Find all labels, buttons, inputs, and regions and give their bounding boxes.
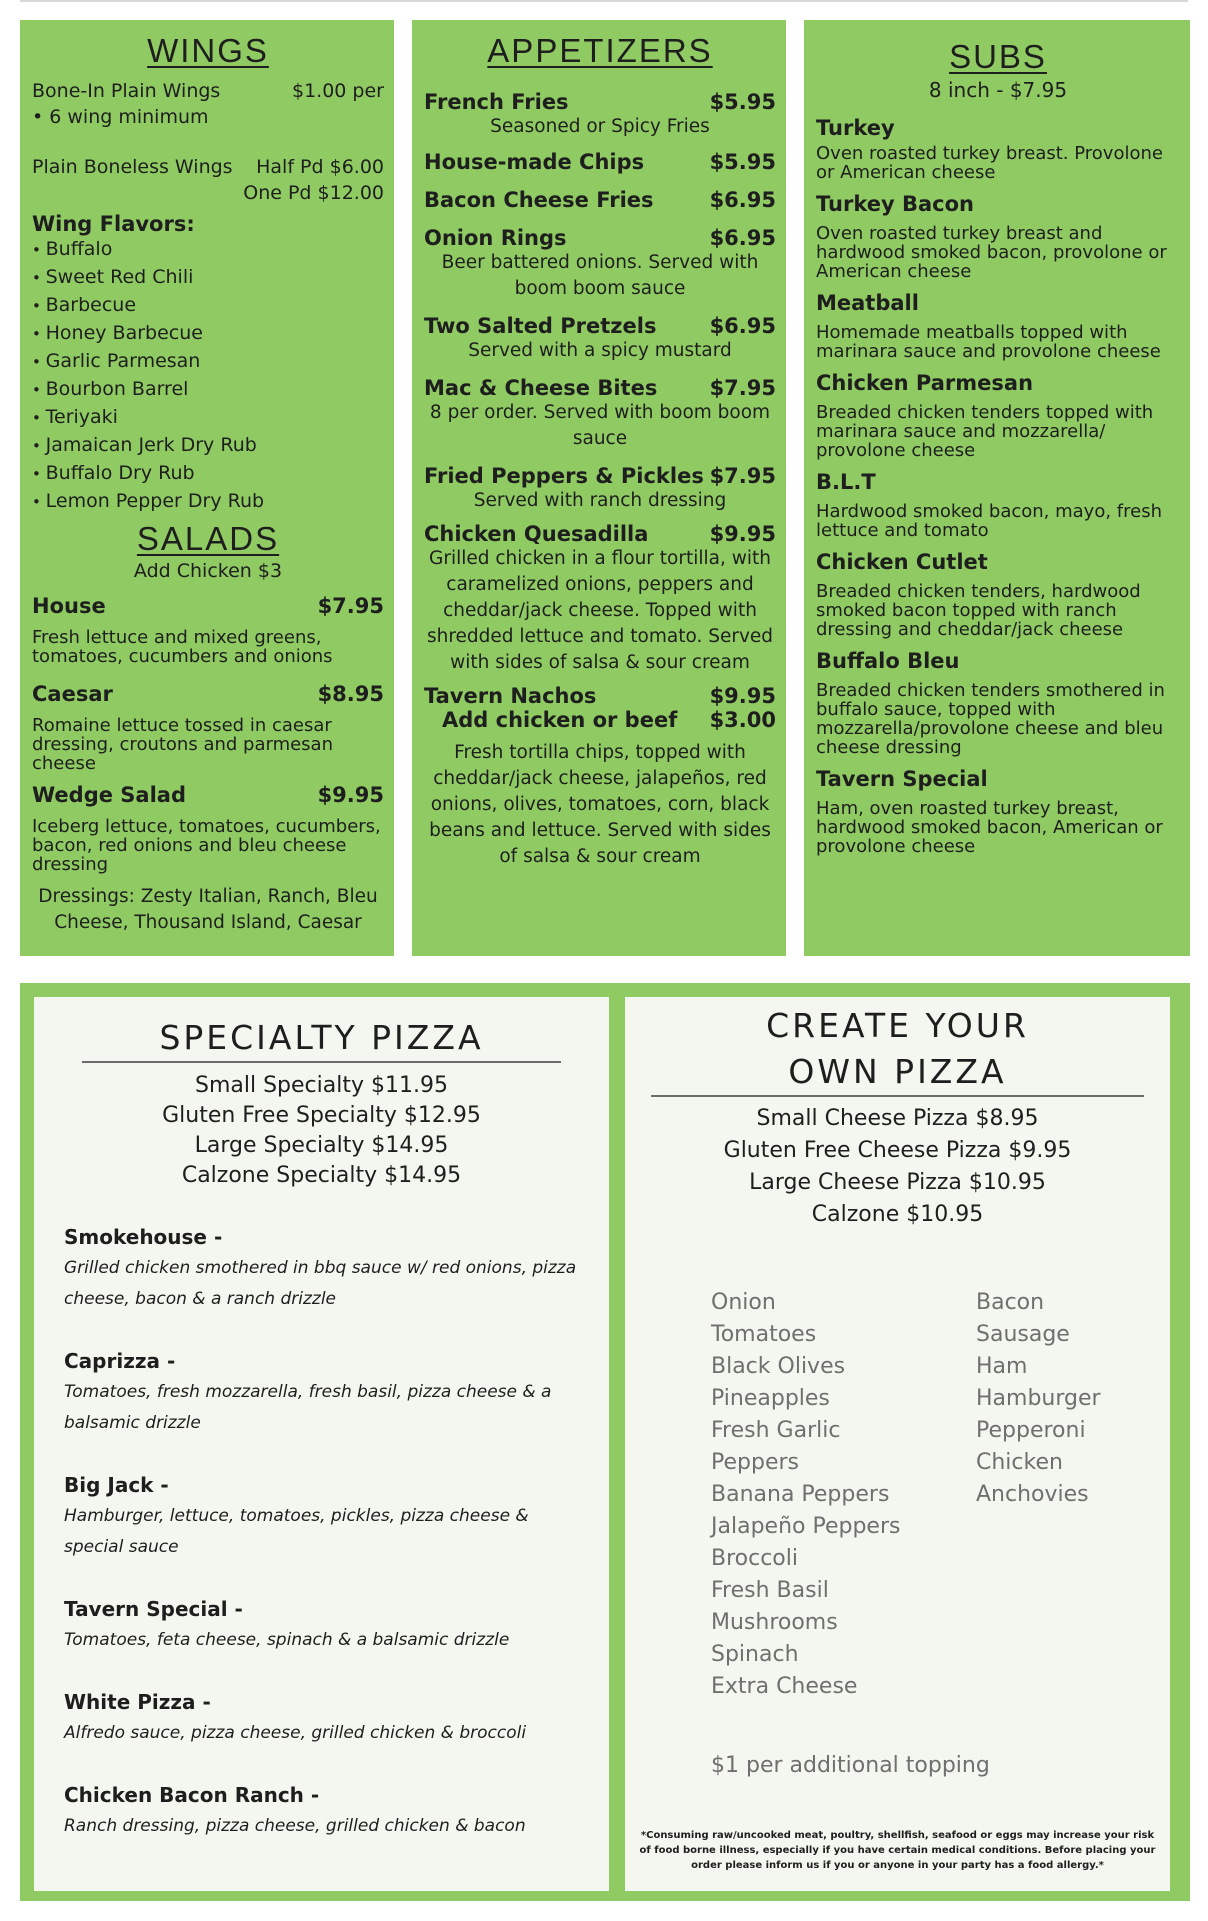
sub-desc: Oven roasted turkey breast. Provolone or American cheese: [816, 143, 1163, 183]
flavor-item: • Garlic Parmesan: [32, 348, 384, 376]
bone-in-name: Bone-In Plain Wings: [32, 80, 221, 102]
bone-in-note-text: 6 wing minimum: [49, 106, 209, 128]
topping-item: Black Olives: [711, 1354, 846, 1379]
appetizer-price: $6.95: [709, 226, 776, 250]
sub-desc: Ham, oven roasted turkey breast, hardwood smoked bacon, American or provolone cheese: [816, 798, 1163, 857]
specialty-title: SPECIALTY PIZZA: [159, 1018, 484, 1057]
pizza-section: [20, 983, 1190, 1901]
create-pizza-panel: [625, 997, 1170, 1891]
appetizer-desc: Seasoned or Spicy Fries: [490, 116, 710, 137]
topping-item: Extra Cheese: [711, 1674, 858, 1699]
specialty-price-1: Gluten Free Specialty $12.95: [162, 1103, 481, 1128]
specialty-pizza-desc: Alfredo sauce, pizza cheese, grilled chicken & broccoli: [64, 1723, 527, 1743]
appetizer-desc: Beer battered onions. Served with boom boom sauce: [441, 252, 759, 299]
topping-item: Fresh Basil: [711, 1578, 829, 1603]
appetizer-price: $6.95: [709, 314, 776, 338]
sub-name: Turkey Bacon: [816, 192, 974, 216]
create-price-3: Calzone $10.95: [811, 1202, 984, 1227]
specialty-pizza-desc: Ranch dressing, pizza cheese, grilled chicken & bacon: [64, 1816, 526, 1836]
appetizer-name: Fried Peppers & Pickles: [424, 464, 704, 488]
topping-item: Anchovies: [976, 1482, 1089, 1507]
wings-title: WINGS: [147, 32, 269, 69]
flavor-item: • Teriyaki: [32, 404, 384, 432]
appetizer-price: $9.95: [709, 522, 776, 546]
appetizer-name: Bacon Cheese Fries: [424, 188, 654, 212]
sub-desc: Oven roasted turkey breast and hardwood smoked bacon, provolone or American cheese: [816, 223, 1167, 282]
sub-name: Tavern Special: [816, 767, 988, 791]
sub-name: Buffalo Bleu: [816, 649, 960, 673]
appetizer-price: $5.95: [709, 90, 776, 114]
salads-subtitle: Add Chicken $3: [133, 560, 283, 582]
flavor-item: • Barbecue: [32, 292, 384, 320]
flavor-item: • Jamaican Jerk Dry Rub: [32, 432, 384, 460]
specialty-pizza-name: White Pizza -: [64, 1690, 211, 1714]
specialty-pizza-name: Chicken Bacon Ranch -: [64, 1783, 320, 1807]
subs-subtitle: 8 inch - $7.95: [928, 78, 1068, 102]
appetizer-name: House-made Chips: [424, 150, 645, 174]
topping-item: Fresh Garlic: [711, 1418, 841, 1443]
specialty-pizza-desc: Tomatoes, fresh mozzarella, fresh basil, pizza cheese & a balsamic drizzle: [64, 1382, 552, 1433]
appetizer-name: Two Salted Pretzels: [424, 314, 657, 338]
bone-in-price: $1.00 per: [292, 80, 384, 102]
sub-name: Chicken Cutlet: [816, 550, 988, 574]
sub-desc: Hardwood smoked bacon, mayo, fresh lettuce and tomato: [816, 501, 1162, 541]
appetizer-price: $7.95: [709, 376, 776, 400]
sub-name: B.L.T: [816, 470, 876, 494]
salad-desc: Iceberg lettuce, tomatoes, cucumbers, bacon, red onions and bleu cheese dressing: [32, 816, 381, 875]
salads-title: SALADS: [136, 520, 280, 557]
flavor-item: • Sweet Red Chili: [32, 264, 384, 292]
salad-name: Caesar: [32, 682, 113, 706]
topping-item: Peppers: [711, 1450, 799, 1475]
topping-item: Mushrooms: [711, 1610, 838, 1635]
flavor-item: • Buffalo: [32, 236, 384, 264]
topping-item: Pineapples: [711, 1386, 830, 1411]
appetizer-desc: Served with ranch dressing: [473, 490, 727, 511]
salad-desc: Fresh lettuce and mixed greens, tomatoes, cucumbers and onions: [32, 627, 333, 667]
specialty-pizza-desc: Tomatoes, feta cheese, spinach & a balsamic drizzle: [64, 1630, 510, 1650]
subs-title: SUBS: [949, 38, 1047, 75]
flavor-item: • Buffalo Dry Rub: [32, 460, 384, 488]
appetizer-name: Chicken Quesadilla: [424, 522, 649, 546]
appetizer-desc: Served with a spicy mustard: [468, 340, 732, 361]
appetizer-price: $7.95: [709, 464, 776, 488]
nachos-add-price: $3.00: [709, 708, 776, 732]
appetizer-name: Onion Rings: [424, 226, 567, 250]
toppings-grid: [711, 1287, 1144, 1703]
boneless-half: Half Pd $6.00: [256, 156, 384, 178]
appetizers-title: APPETIZERS: [487, 32, 713, 69]
specialty-pizza-desc: Hamburger, lettuce, tomatoes, pickles, pizza cheese & special sauce: [64, 1506, 529, 1557]
flavors-label: Wing Flavors:: [32, 212, 195, 236]
appetizer-price: $6.95: [709, 188, 776, 212]
topping-item: Chicken: [976, 1450, 1063, 1475]
create-title-rule: [651, 1095, 1144, 1097]
topping-item: Onion: [711, 1290, 776, 1315]
topping-item: Jalapeño Peppers: [711, 1514, 901, 1539]
topping-item: Broccoli: [711, 1546, 798, 1571]
specialty-pizza-name: Big Jack -: [64, 1473, 169, 1497]
sub-desc: Breaded chicken tenders topped with marinara sauce and mozzarella/ provolone cheese: [816, 402, 1154, 461]
sub-name: Chicken Parmesan: [816, 371, 1034, 395]
create-price-2: Large Cheese Pizza $10.95: [749, 1170, 1046, 1195]
appetizer-price: $5.95: [709, 150, 776, 174]
salad-name: House: [32, 594, 106, 618]
create-title-line2: OWN PIZZA: [788, 1052, 1007, 1091]
topping-item: Tomatoes: [711, 1322, 817, 1347]
sub-name: Turkey: [816, 116, 895, 140]
dressings-text: Dressings: Zesty Italian, Ranch, Bleu Cheese, Thousand Island, Caesar: [38, 886, 378, 933]
create-price-1: Gluten Free Cheese Pizza $9.95: [723, 1138, 1072, 1163]
topping-item: Bacon: [976, 1290, 1045, 1315]
wings-salads-column: [20, 20, 394, 956]
create-price-0: Small Cheese Pizza $8.95: [756, 1106, 1039, 1131]
appetizer-name: Mac & Cheese Bites: [424, 376, 658, 400]
salad-name: Wedge Salad: [32, 783, 186, 807]
bone-in-note: • 6 wing minimum: [32, 106, 209, 128]
meat-toppings-list: [976, 1287, 1101, 1703]
specialty-pizza-name: Tavern Special -: [64, 1597, 243, 1621]
boneless-name: Plain Boneless Wings: [32, 156, 233, 178]
food-safety-disclaimer: *Consuming raw/uncooked meat, poultry, shellfish, seafood or eggs may increase your risk of food borne illness, especially if you have certain medical conditions. Before placing your order please inform us if you or anyone in your party has a food allergy.*: [639, 1830, 1156, 1871]
topping-item: Hamburger: [976, 1386, 1101, 1411]
sub-name: Meatball: [816, 291, 919, 315]
sub-desc: Breaded chicken tenders, hardwood smoked bacon topped with ranch dressing and cheddar/jack cheese: [816, 581, 1141, 640]
topping-item: Spinach: [711, 1642, 799, 1667]
specialty-pizza-panel: [34, 997, 609, 1891]
salad-price: $7.95: [317, 594, 384, 618]
salad-price: $9.95: [317, 783, 384, 807]
appetizer-name: French Fries: [424, 90, 569, 114]
nachos-desc: Fresh tortilla chips, topped with cheddar/jack cheese, jalapeños, red onions, olives, tomatoes, corn, black beans and lettuce. Served with sides of salsa & sour cream: [429, 742, 771, 867]
flavors-list: [32, 236, 384, 516]
specialty-price-0: Small Specialty $11.95: [195, 1073, 448, 1098]
nachos-add: Add chicken or beef: [442, 708, 678, 732]
nachos-name: Tavern Nachos: [424, 684, 597, 708]
nachos-price: $9.95: [709, 684, 776, 708]
flavor-item: • Honey Barbecue: [32, 320, 384, 348]
extra-topping-note: $1 per additional topping: [711, 1753, 990, 1778]
topping-item: Sausage: [976, 1322, 1070, 1347]
specialty-price-3: Calzone Specialty $14.95: [181, 1163, 462, 1188]
flavor-item: • Lemon Pepper Dry Rub: [32, 488, 384, 516]
sub-desc: Breaded chicken tenders smothered in buffalo sauce, topped with mozzarella/provolone cheese and bleu cheese dressing: [816, 680, 1165, 758]
top-divider: [20, 0, 1188, 2]
appetizers-column: [412, 20, 786, 956]
appetizer-desc: Grilled chicken in a flour tortilla, with caramelized onions, peppers and cheddar/jack cheese. Topped with shredded lettuce and tomato. Served with sides of salsa & sour cream: [426, 548, 774, 673]
boneless-one: One Pd $12.00: [243, 182, 384, 204]
salad-desc: Romaine lettuce tossed in caesar dressing, croutons and parmesan cheese: [32, 715, 333, 774]
topping-item: Banana Peppers: [711, 1482, 890, 1507]
topping-item: Pepperoni: [976, 1418, 1086, 1443]
specialty-pizza-name: Smokehouse -: [64, 1225, 223, 1249]
flavor-item: • Bourbon Barrel: [32, 376, 384, 404]
topping-item: Ham: [976, 1354, 1028, 1379]
specialty-pizza-desc: Grilled chicken smothered in bbq sauce w/ red onions, pizza cheese, bacon & a ranch drizzle: [64, 1258, 577, 1309]
specialty-title-rule: [82, 1061, 561, 1063]
veg-toppings-list: [711, 1287, 936, 1703]
appetizer-desc: 8 per order. Served with boom boom sauce: [429, 402, 771, 449]
subs-column: [804, 20, 1190, 956]
specialty-pizza-name: Caprizza -: [64, 1349, 176, 1373]
sub-desc: Homemade meatballs topped with marinara sauce and provolone cheese: [816, 322, 1161, 362]
salad-price: $8.95: [317, 682, 384, 706]
create-title-line1: CREATE YOUR: [766, 1006, 1029, 1045]
specialty-price-2: Large Specialty $14.95: [194, 1133, 449, 1158]
